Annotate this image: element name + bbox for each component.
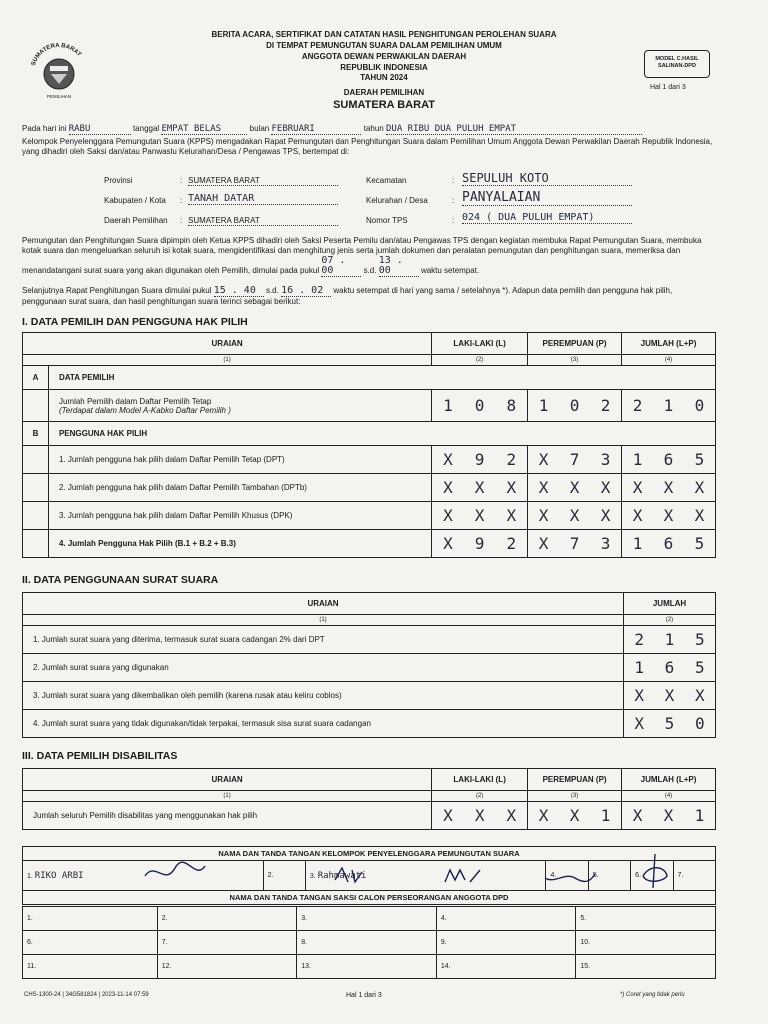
signature-scribble [635, 852, 675, 892]
page-indicator: Hal 1 dari 3 [650, 84, 686, 91]
signature-scribble [330, 862, 370, 890]
tanggal-field: EMPAT BELAS [161, 124, 247, 135]
dapil-value: SUMATERA BARAT [188, 216, 338, 226]
region-value: SUMATERA BARAT [333, 99, 435, 111]
section1-title: I. DATA PEMILIH DAN PENGGUNA HAK PILIH [22, 316, 248, 328]
title-line-3: ANGGOTA DEWAN PERWAKILAN DAERAH [301, 52, 467, 61]
provinsi-label: Provinsi [104, 176, 133, 185]
footer-code: CHS-1300-24 | 34G581824 | 2023-11-14 07:59 [24, 992, 149, 998]
title-line-5: TAHUN 2024 [360, 73, 408, 82]
table-row: 2. Jumlah surat suara yang digunakan 1 6 5 [23, 654, 716, 682]
opening-line: Pada hari ini RABU tanggal EMPAT BELAS bulan FEBRUARI tahun DUA RIBU DUA PULUH EMPAT [22, 124, 722, 135]
desa-label: Kelurahan / Desa [366, 196, 428, 205]
count-text: Selanjutnya Rapat Penghitungan Suara dimulai pukul 15 . 40 s.d. 16 . 02 waktu setempat di hari yang sama / setelahnya *). Adapun data pemilih dan pengguna hak pilih, penggunaan surat suara, dan hasil penghitungan suara terinci sebagai berikut: [22, 285, 673, 306]
table-row: 1. Jumlah surat suara yang diterima, termasuk surat suara cadangan 2% dari DPT 2 1 5 [23, 626, 716, 654]
table-row: Jumlah seluruh Pemilih disabilitas yang menggunakan hak pilih X X X X X 1 X X 1 [23, 802, 716, 830]
signature-table: NAMA DAN TANDA TANGAN KELOMPOK PENYELENGGARA PEMUNGUTAN SUARA 1. RIKO ARBI 2. 3. Rahmawati 4. 5. 6. 7. NAMA DAN TANDA TANGAN SAKSI CALON PERSEORANGAN ANGGOTA DPD [22, 846, 716, 905]
provinsi-value: SUMATERA BARAT [188, 176, 338, 186]
procedure-text: Pemungutan dan Penghitungan Suara dipimpin oleh Ketua KPPS dihadiri oleh Saksi Peserta Pemilu dan/atau Pengawas TPS dengan kegiatan membuka Rapat Pemungutan Suara, membuka kotak suara dan mengeluarkan seluruh isi kotak suara, mengidentifikasi dan menghitung jenis serta jumlah dokumen dan peralatan pemungutan dan penghitungan suara, memeriksa dan menandatangani surat suara yang akan digunakan oleh Pemilih, dimulai pada pukul 07 . 00 s.d. 13 . 00 waktu setempat. [22, 236, 702, 276]
tps-label: Nomor TPS [366, 216, 408, 225]
saksi-table: 1. 2. 3. 4. 5. 6. 7. 8. 9. 10. 11. 12. 13. 14. 15. [22, 906, 716, 979]
signature-scribble [440, 862, 490, 890]
tahun-field: DUA RIBU DUA PULUH EMPAT [386, 124, 642, 135]
table-row: 2. Jumlah pengguna hak pilih dalam Daftar Pemilih Tambahan (DPTb) X X X X X X X X X [23, 474, 716, 502]
tps-value: 024 ( DUA PULUH EMPAT) [462, 212, 632, 224]
bulan-field: FEBRUARI [271, 124, 361, 135]
signature-scribble [140, 856, 210, 890]
table-row: 3. Jumlah surat suara yang dikembalikan oleh pemilih (karena rusak atau keliru coblos) X X X [23, 682, 716, 710]
region-label: DAERAH PEMILIHAN [343, 88, 425, 97]
title-line-1: BERITA ACARA, SERTIFIKAT DAN CATATAN HASIL PENGHITUNGAN PEROLEHAN SUARA [211, 30, 557, 39]
table-row: 1. Jumlah pengguna hak pilih dalam Daftar Pemilih Tetap (DPT) X 9 2 X 7 3 1 6 5 [23, 446, 716, 474]
table-row: 4. Jumlah surat suara yang tidak digunakan/tidak terpakai, termasuk sisa surat suara cadangan X 5 0 [23, 710, 716, 738]
opening-text: Kelompok Penyelenggara Pemungutan Suara (KPPS) mengadakan Rapat Pemungutan dan Penghitungan Suara dalam Pemilihan Umum Anggota Dewan Perwakilan Daerah Republik Indonesia, yang dihadiri oleh Saksi dan/atau Panwaslu Kelurahan/Desa / Pengawas TPS, bertempat di: [22, 137, 713, 156]
kecamatan-label: Kecamatan [366, 176, 407, 185]
title-line-4: REPUBLIK INDONESIA [340, 63, 428, 72]
table-row: 4. Jumlah Pengguna Hak Pilih (B.1 + B.2 + B.3) X 9 2 X 7 3 1 6 5 [23, 530, 716, 558]
section3-title: III. DATA PEMILIH DISABILITAS [22, 750, 178, 762]
kabupaten-value: TANAH DATAR [188, 193, 338, 205]
hari-field: RABU [69, 124, 131, 135]
footer-page: Hal 1 dari 3 [346, 992, 382, 999]
signature-scribble [540, 862, 600, 890]
svg-text:SUMATERA BARAT: SUMATERA BARAT [30, 42, 82, 67]
kecamatan-value: SEPULUH KOTO [462, 171, 632, 186]
section2-table: URAIAN JUMLAH (1) (2) 1. Jumlah surat suara yang diterima, termasuk surat suara cadangan 2% dari DPT 2 1 5 2. Jumlah surat suara yang digunakan 1 6 5 3. Jumlah surat suara yang dikembalikan oleh pemilih (karena rusak atau keliru coblos) X X X 4. Jumlah surat suara yang tidak digunakan/tidak terpakai, termasuk sisa surat suara cadangan X 5 0 [22, 592, 716, 738]
svg-text:PEMILIHAN: PEMILIHAN [46, 94, 72, 99]
kabupaten-label: Kabupaten / Kota [104, 196, 166, 205]
section3-table: URAIAN LAKI-LAKI (L) PEREMPUAN (P) JUMLAH (L+P) (1) (2) (3) (4) Jumlah seluruh Pemilih disabilitas yang menggunakan hak pilih X X X X X 1 X X 1 [22, 768, 716, 830]
table-row: Jumlah Pemilih dalam Daftar Pemilih Tetap (Terdapat dalam Model A-Kabko Daftar Pemilih ) 1 0 8 1 0 2 2 1 0 [23, 390, 716, 422]
title-line-2: DI TEMPAT PEMUNGUTAN SUARA DALAM PEMILIHAN UMUM [266, 41, 502, 50]
desa-value: PANYALAIAN [462, 190, 632, 206]
section2-title: II. DATA PENGGUNAAN SURAT SUARA [22, 574, 219, 586]
section1-table: URAIAN LAKI-LAKI (L) PEREMPUAN (P) JUMLAH (L+P) (1) (2) (3) (4) A DATA PEMILIH Jumlah Pemilih dalam Daftar Pemilih Tetap (Terdapat dalam Model A-Kabko Daftar Pemilih ) 1 0 8 1 0 2 2 1 0 B PENGGUNA HAK PILIH 1. Jumlah pengguna hak pilih dalam Daftar Pemilih Tetap (DPT) X 9 2 X 7 3 1 6 5 2. Jumlah pengguna hak pilih dalam Daftar Pemilih Tambahan (DPTb) X X X X X X X X X 3. Jumlah pengguna hak pilih dalam Daftar Pemilih Khusus (DPK) X X X X X X X X X 4. Jumlah Pengguna Hak Pilih (B.1 + B.2 + B.3) X 9 2 X 7 3 1 6 5 [22, 332, 716, 558]
table-row: 3. Jumlah pengguna hak pilih dalam Daftar Pemilih Khusus (DPK) X X X X X X X X X [23, 502, 716, 530]
dapil-label: Daerah Pemilihan [104, 216, 168, 225]
footer-note: *) Coret yang tidak perlu [620, 992, 685, 998]
model-box: MODEL C.HASIL SALINAN-DPD [644, 50, 710, 78]
